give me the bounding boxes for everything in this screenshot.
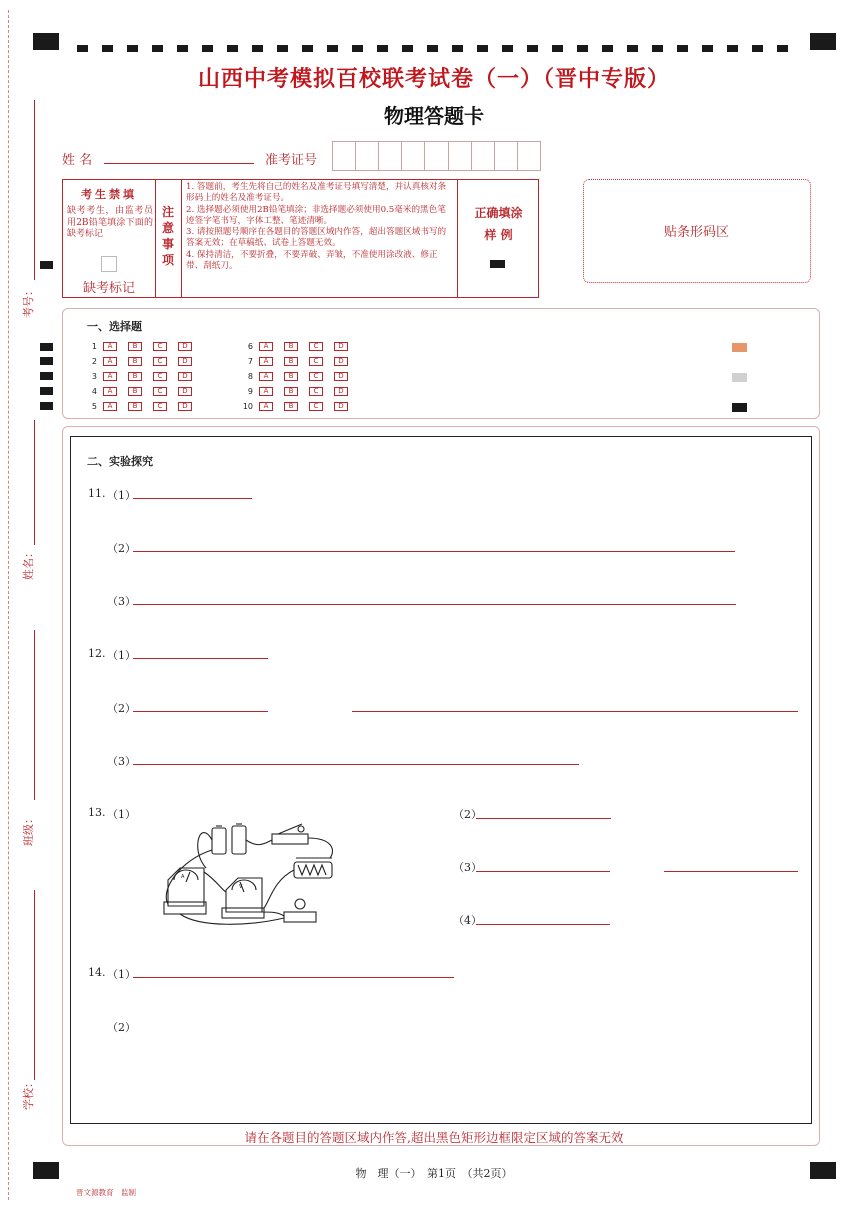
timing-mark (277, 45, 288, 52)
mcq-option-b[interactable]: B (128, 357, 142, 366)
side-timing-mark (40, 261, 53, 269)
q12-part2-line-a[interactable] (133, 711, 268, 712)
q13-part4-label: （4） (453, 914, 482, 927)
mcq-option-c[interactable]: C (309, 357, 323, 366)
mcq-option-b[interactable]: B (284, 357, 298, 366)
mcq-option-d[interactable]: D (178, 387, 192, 396)
q11-part3-label: （3） (107, 595, 136, 608)
q12-part1-label: （1） (107, 649, 136, 662)
battery-1 (212, 828, 226, 854)
footer-page-info: 物 理（一） 第1页 （共2页） (355, 1167, 513, 1180)
absent-text: 缺考考生，由监考员用2B铅笔填涂下面的缺考标记 (67, 206, 153, 239)
exam-id-box[interactable] (424, 141, 447, 171)
mcq-number: 3 (91, 372, 97, 381)
timing-track-top (77, 38, 795, 46)
q13-part4-line[interactable] (476, 924, 610, 925)
mcq-option-d[interactable]: D (178, 357, 192, 366)
name-label: 姓 名 (62, 153, 93, 168)
left-dashed-edge (8, 10, 9, 1200)
switch (272, 834, 308, 844)
q11-part1-line[interactable] (133, 498, 252, 499)
mcq-row (81, 339, 203, 354)
q12-part2-label: （2） (107, 702, 136, 715)
q12-part3-label: （3） (107, 755, 136, 768)
bulb-holder (284, 912, 316, 922)
side-timing-mark (40, 343, 53, 351)
voltmeter (226, 878, 262, 912)
side-label-exam-no: 考号： (22, 285, 35, 318)
swatch-black (732, 403, 747, 412)
timing-mark (777, 45, 788, 52)
exam-id-box[interactable] (448, 141, 471, 171)
fill-example-mark (490, 260, 505, 268)
circuit-diagram (160, 820, 340, 930)
mcq-option-a[interactable]: A (103, 357, 117, 366)
timing-mark (652, 45, 663, 52)
mcq-option-d[interactable]: D (178, 402, 192, 411)
q14-number: 14. (88, 966, 106, 979)
mcq-option-d[interactable]: D (334, 357, 348, 366)
notes-list (186, 182, 454, 272)
mcq-option-a[interactable]: A (259, 342, 273, 351)
mcq-row (81, 384, 203, 399)
timing-mark (527, 45, 538, 52)
exam-id-box[interactable] (494, 141, 517, 171)
corner-mark-top-left (33, 33, 59, 50)
timing-mark (552, 45, 563, 52)
timing-mark (77, 45, 88, 52)
timing-mark (102, 45, 113, 52)
mcq-number: 6 (247, 342, 253, 351)
section-experiment (70, 436, 812, 1124)
q12-number: 12. (88, 647, 106, 660)
timing-marks-svg (77, 45, 795, 53)
q13-part3-line-b[interactable] (664, 871, 798, 872)
side-label-school: 学校： (22, 1077, 35, 1110)
note-item: 1. 答题前，考生先将自己的姓名及准考证号填写清楚，并认真核对条形码上的姓名及准考证号。 (186, 182, 447, 204)
side-line-class (34, 630, 35, 800)
q13-part3-line-a[interactable] (476, 871, 610, 872)
mcq-number: 7 (247, 357, 253, 366)
mcq-number: 10 (242, 402, 253, 411)
mcq-row (237, 339, 359, 354)
q14-part2-label: （2） (107, 1021, 136, 1034)
q14-part1-line[interactable] (133, 977, 454, 978)
absent-mark-label: 缺考标记 (82, 281, 135, 296)
exam-id-box[interactable] (517, 141, 541, 171)
mcq-option-b[interactable]: B (284, 342, 298, 351)
mcq-option-d[interactable]: D (334, 402, 348, 411)
timing-mark (627, 45, 638, 52)
mcq-option-b[interactable]: B (284, 372, 298, 381)
svg-text:A: A (181, 874, 185, 880)
timing-mark (677, 45, 688, 52)
mcq-option-a[interactable]: A (259, 357, 273, 366)
q11-part2-line[interactable] (133, 551, 735, 552)
swatch-orange (732, 343, 747, 352)
timing-mark (752, 45, 763, 52)
timing-mark (202, 45, 213, 52)
timing-mark (327, 45, 338, 52)
mcq-row (81, 354, 203, 369)
absent-title: 考生禁填 (81, 188, 137, 201)
timing-mark (427, 45, 438, 52)
mcq-number: 8 (247, 372, 253, 381)
side-timing-mark (40, 372, 53, 380)
note-item: 2. 选择题必须使用2B铅笔填涂；非选择题必须使用0.5毫米的黑色笔迹签字笔书写，字体工整、笔迹清晰。 (186, 204, 446, 226)
barcode-area (583, 179, 811, 283)
side-timing-mark (40, 402, 53, 410)
mcq-option-a[interactable]: A (259, 387, 273, 396)
timing-mark (252, 45, 263, 52)
mcq-option-c[interactable]: C (153, 402, 167, 411)
timing-mark (302, 45, 313, 52)
q13-number: 13. (88, 806, 106, 819)
mcq-right-group (237, 339, 359, 414)
exam-id-box[interactable] (378, 141, 401, 171)
mcq-option-d[interactable]: D (334, 372, 348, 381)
mcq-option-b[interactable]: B (128, 402, 142, 411)
q13-part1-label: （1） (107, 808, 136, 821)
side-label-name: 姓名： (22, 547, 35, 580)
timing-mark (477, 45, 488, 52)
mcq-option-a[interactable]: A (259, 402, 273, 411)
q11-number: 11. (88, 487, 106, 500)
exam-id-box[interactable] (401, 141, 424, 171)
mcq-number: 5 (91, 402, 97, 411)
timing-mark (352, 45, 363, 52)
mcq-row (237, 399, 359, 414)
mcq-left-group (81, 339, 203, 414)
mcq-option-c[interactable]: C (309, 372, 323, 381)
swatch-gray (732, 373, 747, 382)
timing-mark (577, 45, 588, 52)
svg-text:V: V (239, 884, 243, 890)
q14-part2-answer-area[interactable] (133, 1035, 793, 1115)
exam-id-label: 准考证号 (265, 153, 318, 168)
timing-mark (152, 45, 163, 52)
mcq-option-a[interactable]: A (103, 372, 117, 381)
info-table (62, 179, 539, 298)
corner-mark-top-right (810, 33, 836, 50)
section-choice (62, 308, 820, 419)
q11-part1-label: （1） (107, 489, 136, 502)
side-label-class: 班级： (22, 813, 35, 846)
fill-example-line1: 正确填涂 (474, 206, 523, 220)
mcq-number: 2 (91, 357, 97, 366)
mcq-option-d[interactable]: D (178, 372, 192, 381)
mcq-option-a[interactable]: A (103, 342, 117, 351)
timing-mark (177, 45, 188, 52)
mcq-option-b[interactable]: B (128, 387, 142, 396)
mcq-option-c[interactable]: C (153, 387, 167, 396)
mcq-row (237, 384, 359, 399)
mcq-option-b[interactable]: B (284, 387, 298, 396)
ammeter (168, 868, 204, 906)
mcq-row (237, 369, 359, 384)
section-choice-title: 一、选择题 (87, 320, 142, 333)
barcode-label: 贴条形码区 (663, 225, 729, 240)
exam-id-box[interactable] (355, 141, 378, 171)
fill-example-column (457, 180, 539, 297)
section-experiment-title: 二、实验探究 (87, 455, 153, 468)
exam-id-box[interactable] (332, 141, 355, 171)
side-line-exam-no (34, 100, 35, 280)
absent-mark-box[interactable] (101, 256, 117, 272)
mcq-number: 1 (91, 342, 97, 351)
mcq-row (237, 354, 359, 369)
q14-part1-label: （1） (107, 968, 136, 981)
timing-mark (127, 45, 138, 52)
mcq-option-a[interactable]: A (103, 402, 117, 411)
mcq-option-c[interactable]: C (153, 372, 167, 381)
q12-part1-line[interactable] (133, 658, 268, 659)
footer-publisher: 晋文源教育 监制 (76, 1188, 136, 1197)
note-item: 4. 保持清洁，不要折叠，不要弄破、弄皱，不准使用涂改液、修正带、刮纸刀。 (186, 249, 438, 272)
mcq-option-d[interactable]: D (334, 387, 348, 396)
mcq-option-d[interactable]: D (334, 342, 348, 351)
mcq-option-a[interactable]: A (259, 372, 273, 381)
battery-2 (232, 826, 246, 854)
mcq-number: 4 (91, 387, 97, 396)
q12-part3-line[interactable] (133, 764, 579, 765)
q11-part3-line[interactable] (133, 604, 736, 605)
mcq-option-d[interactable]: D (178, 342, 192, 351)
notes-label: 注意事项 (162, 205, 175, 267)
page-subtitle: 物理答题卡 (384, 104, 484, 128)
mcq-option-b[interactable]: B (284, 402, 298, 411)
timing-mark (402, 45, 413, 52)
mcq-option-b[interactable]: B (128, 342, 142, 351)
mcq-row (81, 369, 203, 384)
q13-part2-label: （2） (453, 808, 482, 821)
q13-part3-label: （3） (453, 861, 482, 874)
mcq-option-c[interactable]: C (153, 357, 167, 366)
absent-column (63, 180, 156, 297)
exam-id-boxes[interactable] (332, 141, 541, 171)
mcq-row (81, 399, 203, 414)
timing-mark (502, 45, 513, 52)
notes-label-column (156, 180, 182, 297)
bulb (295, 899, 305, 909)
timing-mark (727, 45, 738, 52)
mcq-option-c[interactable]: C (153, 342, 167, 351)
footer-warning: 请在各题目的答题区域内作答,超出黑色矩形边框限定区域的答案无效 (244, 1130, 624, 1145)
side-timing-mark (40, 387, 53, 395)
mcq-option-a[interactable]: A (103, 387, 117, 396)
timing-mark (602, 45, 613, 52)
side-line-name (34, 420, 35, 545)
side-timing-mark (40, 357, 53, 365)
mcq-option-c[interactable]: C (309, 342, 323, 351)
timing-mark (377, 45, 388, 52)
q11-part2-label: （2） (107, 542, 136, 555)
mcq-option-c[interactable]: C (309, 402, 323, 411)
mcq-number: 9 (247, 387, 253, 396)
mcq-option-b[interactable]: B (128, 372, 142, 381)
q13-part2-line[interactable] (476, 818, 611, 819)
fill-example-line2: 样 例 (484, 228, 513, 242)
timing-mark (702, 45, 713, 52)
mcq-option-c[interactable]: C (309, 387, 323, 396)
name-field[interactable] (104, 163, 254, 164)
q12-part2-line-b[interactable] (352, 711, 798, 712)
note-item: 3. 请按照题号顺序在各题目的答题区域内作答，超出答题区域书写的答案无效；在草稿纸、试卷上答题无效。 (186, 227, 447, 249)
page-title: 山西中考模拟百校联考试卷（一）（晋中专版） (197, 67, 670, 92)
exam-id-box[interactable] (471, 141, 494, 171)
side-line-school (34, 890, 35, 1080)
timing-mark (452, 45, 463, 52)
timing-mark (227, 45, 238, 52)
